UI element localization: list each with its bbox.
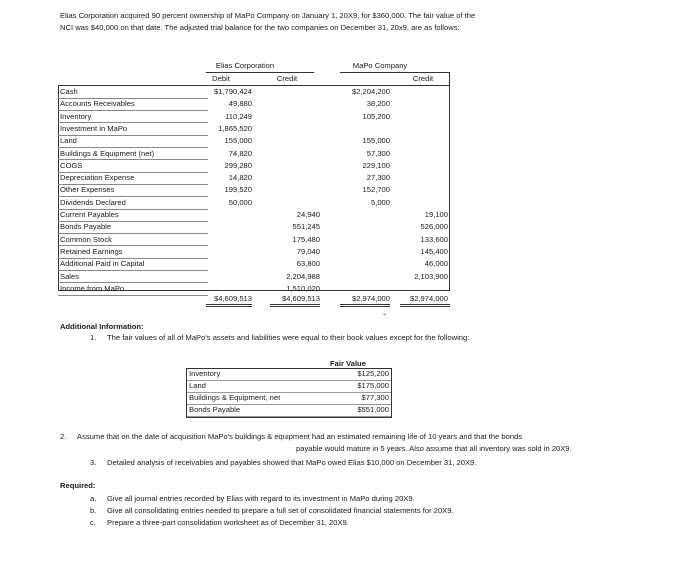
col-debit: Debit [212, 74, 230, 83]
cell-mapo-debit [340, 221, 390, 233]
col-credit-mapo: Credit [412, 74, 434, 83]
row-label: Accounts Receivables [60, 99, 135, 109]
cell-elias-debit: 50,000 [228, 197, 252, 207]
row-label: Dividends Declared [60, 197, 126, 207]
cell-elias-credit [270, 184, 320, 196]
cell-mapo-debit [340, 271, 390, 283]
cell-mapo-credit [400, 123, 448, 135]
header-elias: Elias Corporation [215, 61, 275, 70]
cell-mapo-credit [400, 98, 448, 110]
cell-elias-credit: 63,800 [296, 259, 320, 269]
cell-mapo-credit: 46,000 [424, 259, 448, 269]
cell-elias-debit [206, 246, 252, 258]
cell-mapo-credit [400, 184, 448, 196]
fv-row-label: Buildings & Equipment, net [189, 393, 281, 402]
cell-mapo-credit: 19,100 [424, 210, 448, 219]
cell-mapo-debit [340, 246, 390, 258]
cell-elias-credit: 24,940 [296, 210, 320, 219]
cell-mapo-credit [400, 135, 448, 147]
row-label: Depreciation Expense [60, 173, 135, 183]
cell-elias-credit: 1,510,020 [286, 283, 320, 293]
cell-mapo-credit [400, 197, 448, 209]
item3-text: Detailed analysis of receivables and payables showed that MaPo owed Elias $10,000 on December 31, 20X9. [107, 458, 477, 467]
cell-mapo-debit: 105,200 [362, 111, 390, 121]
row-label: Inventory [60, 111, 92, 121]
cell-elias-credit [270, 172, 320, 184]
row-label: Current Payables [60, 210, 119, 219]
row-label: Other Expenses [60, 185, 115, 195]
total-elias-credit: $4,609,513 [281, 294, 320, 303]
required-item-text: Prepare a three-part consolidation worksheet as of December 31, 20X9. [107, 518, 349, 527]
cell-elias-debit [206, 234, 252, 246]
cell-mapo-credit: 526,000 [420, 222, 448, 232]
fv-header: Fair Value [330, 359, 366, 368]
item2-line2: payable would mature in 5 years. Also assume that all inventory was sold in 20X9. [296, 444, 572, 453]
cell-elias-debit [206, 221, 252, 233]
fv-row-label: Bonds Payable [189, 405, 241, 414]
cell-elias-debit: 74,820 [228, 148, 252, 158]
item2-number: 2. [60, 432, 67, 441]
cell-elias-debit: 1,865,520 [218, 123, 252, 133]
fv-row-label: Inventory [189, 369, 221, 378]
cell-mapo-debit: 229,100 [362, 160, 390, 170]
row-label: COGS [60, 160, 83, 170]
required-item-letter: a. [90, 494, 97, 503]
cell-elias-debit [206, 209, 252, 221]
cell-mapo-debit: 5,000 [370, 197, 390, 207]
cell-elias-credit: 2,204,988 [286, 271, 320, 281]
cell-elias-credit: 551,245 [292, 222, 320, 232]
required-item-letter: b. [90, 506, 97, 515]
fv-row-value: $175,000 [357, 381, 389, 390]
cell-elias-debit: 14,820 [228, 173, 252, 183]
row-label: Common Stock [60, 234, 112, 244]
fv-row-value: $77,300 [361, 393, 389, 402]
item1-text: The fair values of all of MaPo's assets and liabilities were equal to their book values except for the following: [107, 333, 470, 342]
cell-elias-credit [270, 98, 320, 110]
cell-elias-debit: 199,520 [224, 185, 252, 195]
cell-mapo-debit: $2,204,200 [351, 87, 390, 96]
cell-elias-debit: 299,280 [224, 160, 252, 170]
total-mapo-debit: $2,974,000 [351, 294, 390, 303]
cell-elias-debit: $1,790,424 [213, 87, 252, 96]
cell-mapo-credit: 145,400 [420, 246, 448, 256]
cell-mapo-credit [400, 160, 448, 172]
cell-mapo-debit [340, 123, 390, 135]
cell-elias-credit [270, 197, 320, 209]
cell-elias-debit [206, 258, 252, 270]
cell-mapo-credit [400, 172, 448, 184]
intro-paragraph: Elias Corporation acquired 90 percent ownership of MaPo Company on January 1, 20X9, for $360,000. The fair value of the NCI was $40,000 on that date. The adjusted trial balance for the two companies on December 31, 20x9, are as follows: [60, 11, 476, 32]
cell-mapo-credit: 2,103,900 [414, 271, 448, 281]
cell-elias-credit [270, 160, 320, 172]
cell-elias-debit: 110,249 [225, 111, 252, 121]
row-label: Cash [60, 87, 78, 96]
cell-elias-debit [206, 271, 252, 283]
cell-elias-credit: 175,480 [292, 234, 320, 244]
row-label: Land [60, 136, 77, 146]
cell-mapo-credit [400, 86, 448, 98]
required-item-text: Give all journal entries recorded by Elias with regard to its investment in MaPo during 20X9. [107, 494, 415, 503]
cell-mapo-debit: 152,700 [362, 185, 390, 195]
cell-mapo-debit [340, 234, 390, 246]
fv-row-value: $125,200 [357, 369, 389, 378]
cell-elias-credit [270, 111, 320, 123]
row-label: Additional Paid in Capital [60, 259, 145, 269]
cell-elias-credit [270, 123, 320, 135]
row-label: Investment in MaPo [60, 123, 128, 133]
header-mapo: MaPo Company [352, 61, 408, 70]
total-elias-debit: $4,609,513 [213, 294, 252, 303]
cell-mapo-debit: 27,300 [366, 173, 390, 183]
cell-elias-credit [270, 148, 320, 160]
item3-number: 3. [90, 458, 97, 467]
fv-row-value: $551,000 [357, 405, 389, 414]
row-label: Sales [60, 271, 79, 281]
row-label: Buildings & Equipment (net) [60, 148, 155, 158]
cell-mapo-debit [340, 258, 390, 270]
cell-elias-debit: 155,000 [224, 136, 252, 146]
additional-title: Additional Information: [60, 322, 144, 331]
cell-elias-credit [270, 86, 320, 98]
row-label: Retained Earnings [60, 246, 123, 256]
cell-mapo-debit: 38,200 [366, 99, 390, 109]
cell-elias-credit: 79,040 [296, 246, 320, 256]
cell-elias-credit [270, 135, 320, 147]
cell-mapo-debit: 57,300 [366, 148, 390, 158]
total-mapo-credit: $2,974,000 [409, 294, 448, 303]
cell-mapo-credit [400, 111, 448, 123]
item2-line1: Assume that on the date of acquisition MaPo's buildings & equipment had an estimated remaining life of 10 years and that the bonds [77, 432, 523, 441]
fv-row-label: Land [189, 381, 206, 390]
required-item-letter: c. [90, 518, 96, 527]
item1-number: 1. [90, 333, 97, 342]
row-label: Income from MaPo [60, 283, 125, 293]
col-credit: Credit [276, 74, 298, 83]
required-item-text: Give all consolidating entries needed to prepare a full set of consolidated financial statements for 20X9. [107, 506, 454, 515]
row-label: Bonds Payable [60, 222, 112, 232]
cell-mapo-credit [400, 148, 448, 160]
cell-mapo-credit: 133,600 [420, 234, 448, 244]
cell-mapo-debit: 155,000 [362, 136, 390, 146]
cell-elias-debit: 49,880 [228, 99, 252, 109]
required-title: Required: [60, 481, 96, 490]
cell-mapo-debit [340, 209, 390, 221]
